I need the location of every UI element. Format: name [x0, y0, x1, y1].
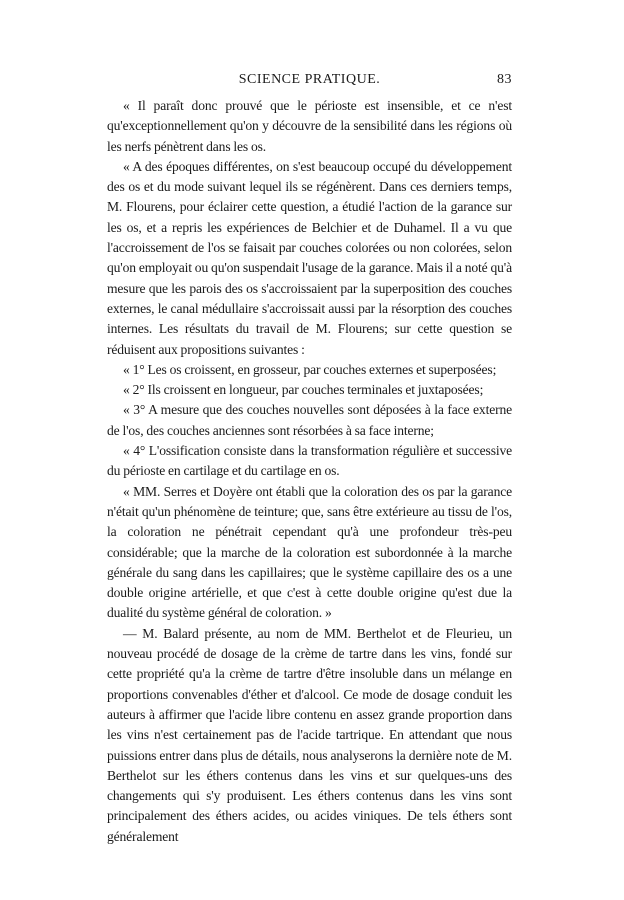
- paragraph-bone-development: « A des époques différentes, on s'est beaucoup occupé du développement des os et du mode suivant lequel ils se régénèrent. Dans ces derniers temps, M. Flourens, pour éclairer cette question, a étudié l'action de la garance sur les os, et a repris les expériences de Belchier et de Duhamel. Il a vu que l'accroissement de l'os se faisait par couches colorées ou non colorées, selon qu'on employait ou qu'on suspendait l'usage de la garance. Mais il a noté qu'à mesure que les parois des os s'accroissaient par la superposition des couches externes, le canal médullaire s'accroissait aussi par la résorption des couches internes. Les résultats du travail de M. Flourens; sur cette question se réduisent aux propositions suivantes :: [107, 158, 512, 357]
- paragraph-serres-doyere: « MM. Serres et Doyère ont établi que la coloration des os par la garance n'était qu'un phénomène de teinture; que, sans être extérieure au tissu de l'os, la coloration ne pénétrait cependant qu'à une profondeur très-peu considérable; que la marche de la coloration est subordonnée à la marche générale du sang dans les capillaires; que le système capillaire des os a une double origine artérielle, et que c'est à cette double origine qu'est due la dualité du système général de coloration. »: [107, 483, 512, 621]
- paragraph-proposition-4: « 4° L'ossification consiste dans la transformation régulière et successive du périoste en cartilage et du cartilage en os.: [107, 443, 512, 479]
- paragraph-proposition-2: « 2° Ils croissent en longueur, par couches terminales et juxtaposées;: [123, 382, 484, 398]
- paragraph-balard: — M. Balard présente, au nom de MM. Berthelot et de Fleurieu, un nouveau procédé de dosage de la crème de tartre dans les vins, fondé sur cette propriété qu'a la crème de tartre d'être insoluble dans un mélange en proportions convenables d'éther et d'alcool. Ce mode de dosage conduit les auteurs à affirmer que l'acide libre contenu en assez grande proportion dans les vins n'est certainement pas de l'acide tartrique. En attendant que nous puissions entrer dans plus de détails, nous analyserons la dernière note de M. Berthelot sur les éthers contenus dans les vins et sur quelques-uns des changements qui s'y produisent. Les éthers contenus dans les vins sont principalement des éthers acides, ou acides viniques. De tels éthers sont généralement: [107, 625, 512, 844]
- book-page: [107, 72, 512, 847]
- page-number: 83: [497, 72, 512, 87]
- running-head: [107, 72, 512, 96]
- paragraph-periosteum: « Il paraît donc prouvé que le périoste est insensible, et ce n'est qu'exceptionnellement qu'on y découvre de la sensibilité dans les régions où les nerfs pénètrent dans les os.: [107, 98, 512, 154]
- body-text: [107, 96, 512, 847]
- paragraph-proposition-1: « 1° Les os croissent, en grosseur, par couches externes et superposées;: [123, 361, 497, 377]
- paragraph-proposition-3: « 3° A mesure que des couches nouvelles sont déposées à la face externe de l'os, des couches anciennes sont résorbées à sa face interne;: [107, 402, 512, 438]
- running-title: SCIENCE PRATIQUE.: [238, 72, 381, 87]
